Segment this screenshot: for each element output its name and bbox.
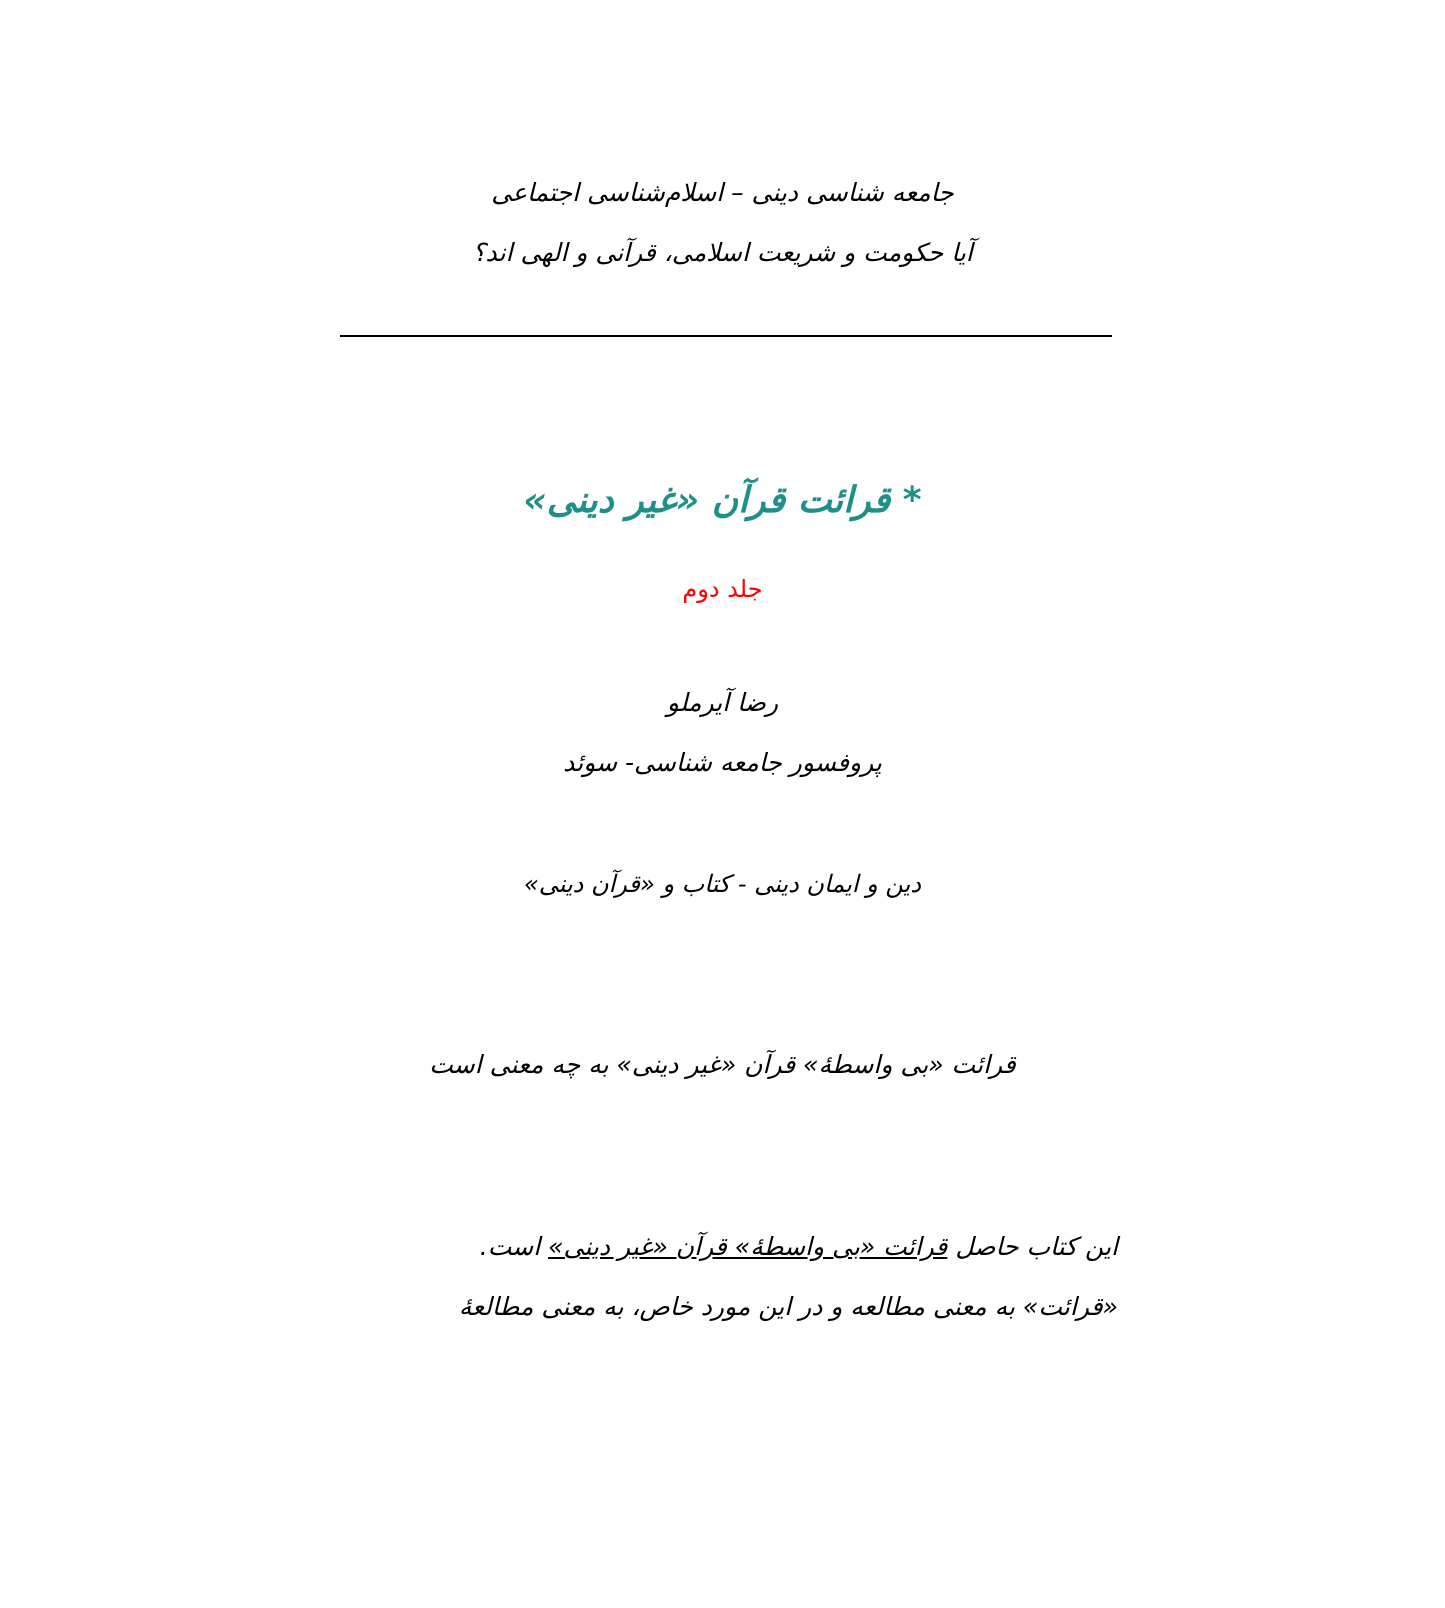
body-line1-underlined: قرائت «بی واسطۀ» قرآن «غیر دینی» xyxy=(548,1232,948,1261)
series-title: جامعه شناسی دینی – اسلام‌شناسی اجتماعی xyxy=(491,178,954,207)
book-question-heading: آیا حکومت و شریعت اسلامی، قرآنی و الهی اند؟ xyxy=(472,238,973,267)
section-question: قرائت «بی واسطۀ» قرآن «غیر دینی» به چه معنی است xyxy=(429,1050,1016,1079)
book-subtitle: دین و ایمان دینی - کتاب و «قرآن دینی» xyxy=(523,870,922,898)
book-main-title: * قرائت قرآن «غیر دینی» xyxy=(523,480,922,521)
author-position: پروفسور جامعه شناسی- سوئد xyxy=(563,748,882,777)
body-paragraph-line-1 xyxy=(338,1232,1118,1261)
body-line1-end: است. xyxy=(479,1232,549,1261)
horizontal-rule xyxy=(340,335,1112,337)
volume-label: جلد دوم xyxy=(682,575,763,603)
author-name: رضا آیرملو xyxy=(666,688,779,717)
body-paragraph-line-2: «قرائت» به معنی مطالعه و در این مورد خاص، به معنی مطالعۀ xyxy=(458,1292,1118,1321)
body-line1-start: این کتاب حاصل xyxy=(947,1232,1118,1261)
